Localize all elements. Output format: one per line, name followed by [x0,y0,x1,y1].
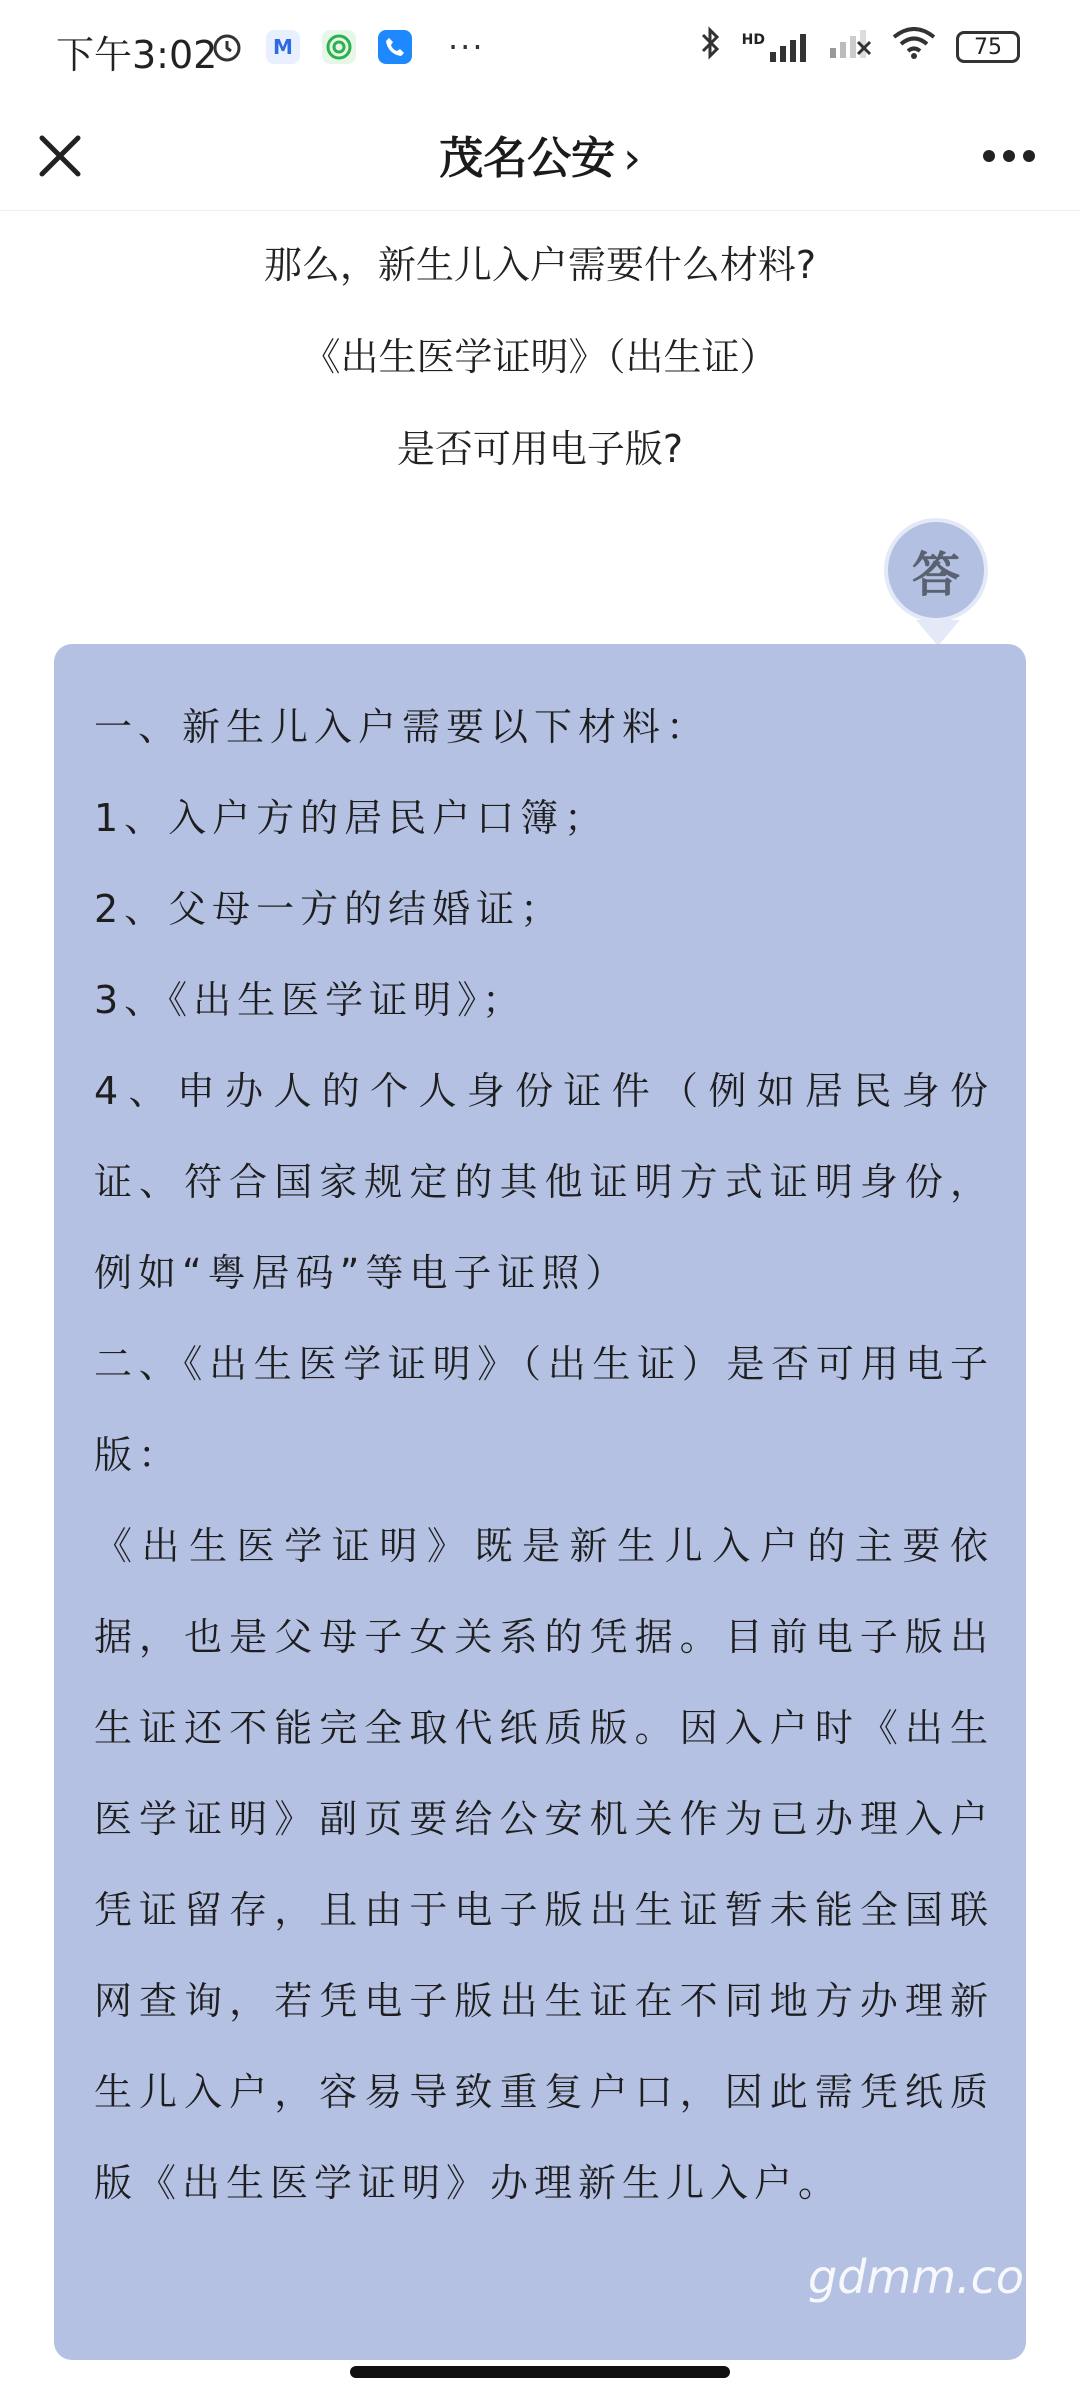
account-title-link[interactable] [0,122,1080,186]
answer-paragraph: 《出生医学证明》既是新生儿入户的主要依据，也是父母子女关系的凭据。目前电子版出生证还不能完全取代纸质版。因入户时《出生医学证明》副页要给公安机关作为已办理入户凭证留存，且由于电子版出生证暂未能全国联网查询，若凭电子版出生证在不同地方办理新生儿入户，容易导致重复户口，因此需凭纸质版《出生医学证明》办理新生儿入户。 [94,1524,994,2205]
more-options-icon[interactable] [974,126,1044,186]
signal-hd-icon [742,32,808,62]
signal-hd-label: HD [741,32,765,48]
answer-item-1: 1、入户方的居民户口簿； [94,796,609,840]
home-indicator[interactable] [350,2366,730,2378]
app-spiral-icon [322,30,356,64]
answer-item-2: 2、父母一方的结婚证； [94,887,565,931]
answer-heading-1: 一、新生儿入户需要以下材料： [94,705,711,749]
account-name: 茂名公安 [439,133,616,184]
status-system-icons [700,26,1020,68]
answer-item-3: 3、《出生医学证明》； [94,978,527,1022]
answer-badge-pointer [916,620,960,646]
nav-bar [0,100,1080,211]
alarm-icon [210,30,244,64]
app-phone-icon [378,30,412,64]
wifi-icon [892,27,936,67]
chevron-right-icon: › [623,133,641,184]
answer-heading-2: 二、《出生医学证明》（出生证）是否可用电子版： [94,1342,994,1477]
answer-badge: 答 [884,518,988,622]
question-line-3: 是否可用电子版? [396,427,684,471]
status-bar [0,0,1080,100]
status-more-icon: ··· [448,28,485,66]
watermark: gdmm.com [808,2250,1069,2304]
answer-item-4: 4、申办人的个人身份证件（例如居民身份证、符合国家规定的其他证明方式证明身份，例如“粤居码”等电子证照） [94,1069,994,1295]
answer-text [94,682,994,2229]
status-notification-icons [210,28,485,66]
bluetooth-icon [700,26,722,68]
app-m-icon: M [266,30,300,64]
battery-indicator: 75 [956,31,1020,63]
signal-weak-icon [828,28,872,66]
status-time: 下午3:02 [56,33,218,77]
answer-card [54,644,1026,2360]
question-line-2: 《出生医学证明》（出生证） [302,335,778,379]
question-line-1: 那么，新生儿入户需要什么材料? [263,243,817,287]
